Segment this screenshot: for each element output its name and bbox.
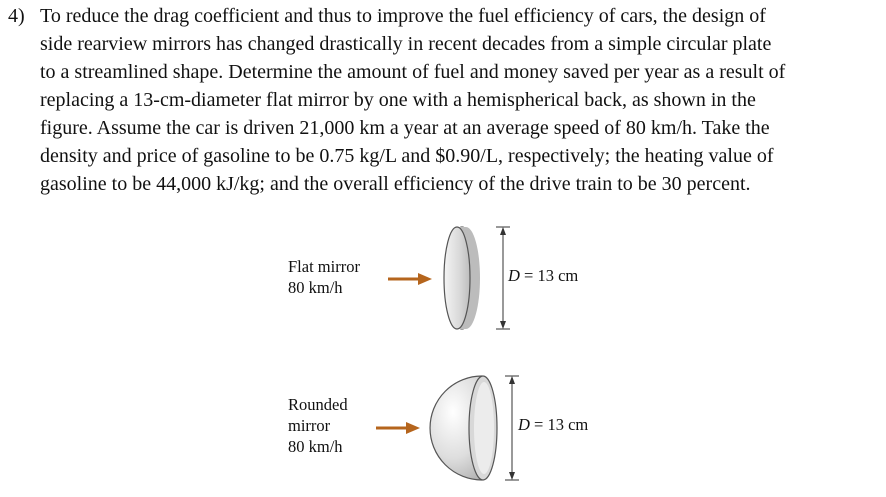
rounded-mirror-speed: 80 km/h bbox=[288, 437, 343, 456]
diameter-value: = 13 cm bbox=[529, 415, 589, 434]
rounded-mirror-label-line: Rounded bbox=[288, 395, 348, 414]
problem-line: gasoline to be 44,000 kJ/kg; and the overall efficiency of the drive train to be 30 percent. bbox=[40, 173, 751, 195]
problem-line: replacing a 13-cm-diameter flat mirror by one with a hemispherical back, as shown in the bbox=[40, 89, 756, 111]
problem-line: to a streamlined shape. Determine the amount of fuel and money saved per year as a result of bbox=[40, 61, 786, 83]
problem-line: To reduce the drag coefficient and thus to improve the fuel efficiency of cars, the design of bbox=[40, 5, 766, 27]
problem-line: density and price of gasoline to be 0.75 kg/L and $0.90/L, respectively; the heating value of bbox=[40, 145, 774, 167]
diameter-symbol: D bbox=[508, 266, 520, 285]
rounded-mirror-dome bbox=[430, 376, 497, 480]
flat-mirror-label-line: Flat mirror bbox=[288, 257, 360, 276]
rounded-mirror-diameter bbox=[518, 415, 588, 435]
flat-mirror-disc bbox=[444, 227, 480, 329]
problem-line: side rearview mirrors has changed drastically in recent decades from a simple circular plate bbox=[40, 33, 772, 55]
problem-line: figure. Assume the car is driven 21,000 km a year at an average speed of 80 km/h. Take the bbox=[40, 117, 770, 139]
flat-mirror-label bbox=[288, 256, 360, 298]
diameter-symbol: D bbox=[518, 415, 530, 434]
flow-arrow-rounded bbox=[376, 422, 420, 434]
rounded-mirror-label-line: mirror bbox=[288, 416, 331, 435]
diameter-value: = 13 cm bbox=[519, 266, 579, 285]
dimension-line-rounded bbox=[505, 376, 519, 480]
flat-mirror-speed: 80 km/h bbox=[288, 278, 343, 297]
rounded-mirror-label bbox=[288, 394, 348, 457]
flow-arrow-flat bbox=[388, 273, 432, 285]
problem-number: 4) bbox=[8, 5, 25, 27]
flat-mirror-diameter bbox=[508, 266, 578, 286]
